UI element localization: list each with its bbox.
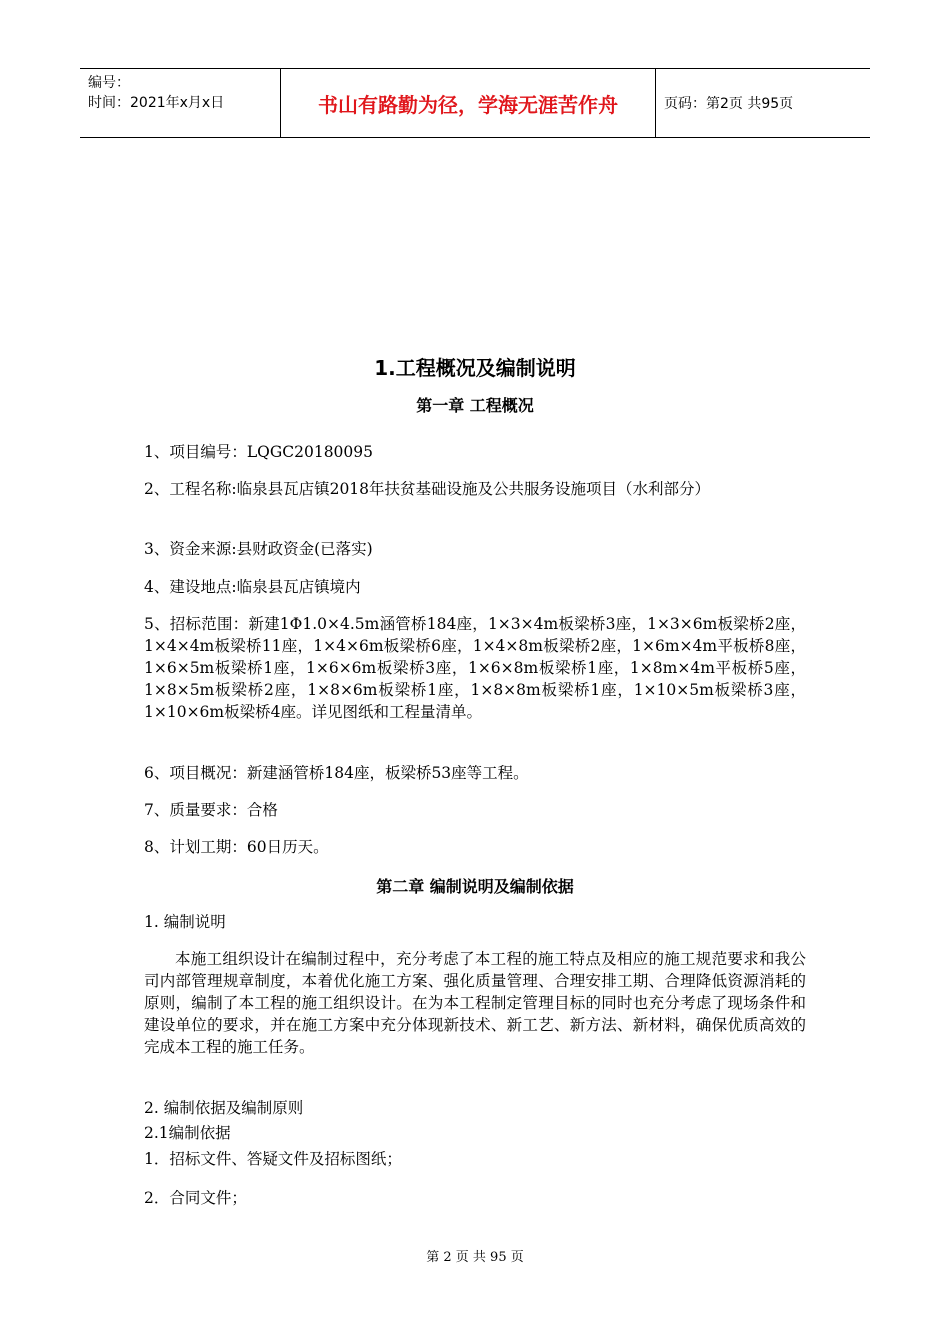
section-1-body: 本施工组织设计在编制过程中，充分考虑了本工程的施工特点及相应的施工规范要求和我公司内部管理规章制度，本着优化施工方案、强化质量管理、合理安排工期、合理降低资源消耗的原则，编制了本工程的施工组织设计。在为本工程制定管理目标的同时也充分考虑了现场条件和建设单位的要求，并在施工方案中充分体现新技术、新工艺、新方法、新材料，确保优质高效的完成本工程的施工任务。 (144, 950, 806, 1056)
item-2: 2、工程名称:临泉县瓦店镇2018年扶贫基础设施及公共服务设施项目（水利部分） (144, 480, 711, 498)
item-4: 4、建设地点:临泉县瓦店镇境内 (144, 578, 361, 596)
header-meta (80, 69, 280, 137)
item-1: 1、项目编号：LQGC20180095 (144, 443, 373, 461)
number-label: 编号： (88, 75, 130, 91)
basis-item-1: 1．招标文件、答疑文件及招标图纸； (144, 1150, 402, 1168)
chapter-2-heading: 第二章 编制说明及编制依据 (376, 877, 574, 896)
item-5: 5、招标范围：新建1Φ1.0×4.5m涵管桥184座，1×3×4m板梁桥3座，1×3×6m板梁桥2座，1×4×4m板梁桥11座，1×4×6m板梁桥6座，1×4×8m板梁桥2座，1×6m×4m平板桥8座，1×6×5m板梁桥1座，1×6×6m板梁桥3座，1×6×8m板梁桥1座，1×8m×4m平板桥5座，1×8×5m板梁桥2座，1×8×6m板梁桥1座，1×8×8m板梁桥1座，1×10×5m板梁桥3座，1×10×6m板梁桥4座。详见图纸和工程量清单。 (144, 615, 806, 721)
time-label: 时间：2021年x月x日 (88, 95, 225, 111)
document-title: 1.工程概况及编制说明 (374, 356, 576, 380)
page-header (80, 68, 870, 138)
basis-item-2: 2．合同文件； (144, 1189, 247, 1207)
item-7: 7、质量要求：合格 (144, 801, 278, 819)
section-2-1-heading: 2.1编制依据 (144, 1124, 231, 1142)
item-8: 8、计划工期：60日历天。 (144, 838, 329, 856)
chapter-1-heading: 第一章 工程概况 (416, 396, 534, 415)
page-footer: 第 2 页 共 95 页 (426, 1250, 524, 1265)
header-motto: 书山有路勤为径，学海无涯苦作舟 (280, 69, 656, 137)
section-2-heading: 2. 编制依据及编制原则 (144, 1099, 304, 1117)
item-6: 6、项目概况：新建涵管桥184座，板梁桥53座等工程。 (144, 764, 529, 782)
header-page-info: 页码：第2页 共95页 (664, 96, 794, 112)
item-3: 3、资金来源:县财政资金(已落实) (144, 540, 373, 558)
section-1-heading: 1. 编制说明 (144, 913, 226, 931)
